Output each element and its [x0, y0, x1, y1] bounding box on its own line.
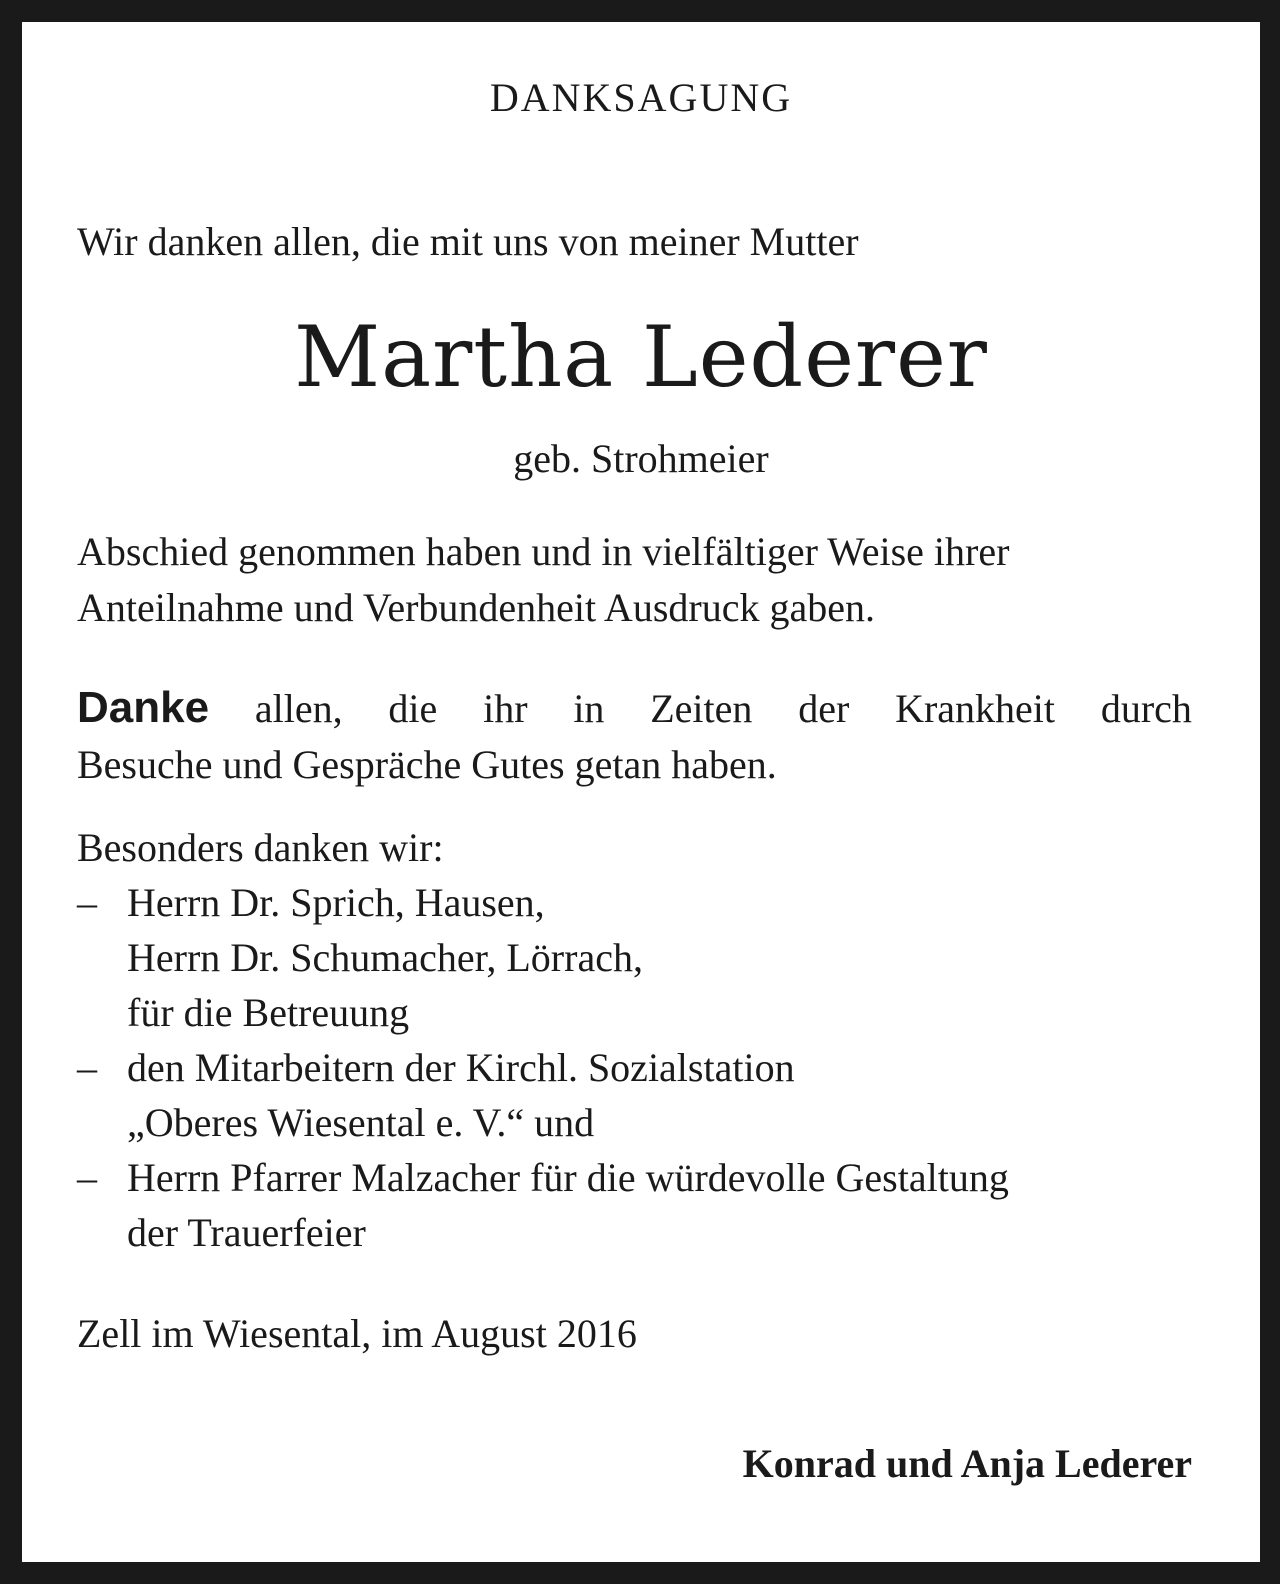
list-item-line: „Oberes Wiesental e. V.“ und [127, 1100, 595, 1145]
list-item-line: der Trauerfeier [127, 1210, 366, 1255]
special-thanks-list [77, 875, 1217, 1260]
thanks-word: Zeiten [650, 686, 753, 731]
farewell-line-1: Abschied genommen haben und in vielfältiger Weise ihrer [77, 529, 1010, 574]
special-thanks [77, 820, 1217, 1260]
danke-word: Danke [77, 683, 210, 732]
list-item [77, 1040, 1217, 1150]
signature: Konrad und Anja Lederer [742, 1441, 1192, 1486]
farewell-line-2: Anteilnahme und Verbundenheit Ausdruck gaben. [77, 585, 875, 630]
list-item-line: Herrn Pfarrer Malzacher für die würdevolle Gestaltung [127, 1155, 1009, 1200]
thanks-line-2: Besuche und Gespräche Gutes getan haben. [77, 742, 777, 787]
thanks-word: die [388, 686, 438, 731]
maiden-name: geb. Strohmeier [513, 436, 769, 481]
heading: DANKSAGUNG [489, 75, 793, 120]
special-thanks-title: Besonders danken wir: [77, 825, 444, 870]
list-item-line: Herrn Dr. Sprich, Hausen, [127, 880, 545, 925]
thanks-paragraph [77, 680, 1192, 793]
obituary-card [22, 22, 1260, 1562]
list-item-line: den Mitarbeitern der Kirchl. Sozialstation [127, 1045, 795, 1090]
list-item-line: Herrn Dr. Schumacher, Lörrach, [127, 935, 643, 980]
place-date: Zell im Wiesental, im August 2016 [77, 1311, 637, 1356]
list-item [77, 875, 1217, 1040]
thanks-word: in [573, 686, 605, 731]
thanks-word: der [798, 686, 850, 731]
list-item [77, 1150, 1217, 1260]
dash-bullet: – [77, 1155, 97, 1200]
list-item-line: für die Betreuung [127, 990, 410, 1035]
dash-bullet: – [77, 1045, 97, 1090]
thanks-word: allen, [254, 686, 343, 731]
thanks-word: Krankheit [895, 686, 1056, 731]
deceased-name: Martha Lederer [294, 308, 988, 406]
thanks-word: durch [1100, 686, 1192, 731]
dash-bullet: – [77, 880, 97, 925]
thanks-word: ihr [483, 686, 528, 731]
farewell-paragraph [77, 524, 1192, 636]
thanks-line-1 [77, 680, 1192, 737]
intro-text: Wir danken allen, die mit uns von meiner Mutter [77, 219, 859, 264]
